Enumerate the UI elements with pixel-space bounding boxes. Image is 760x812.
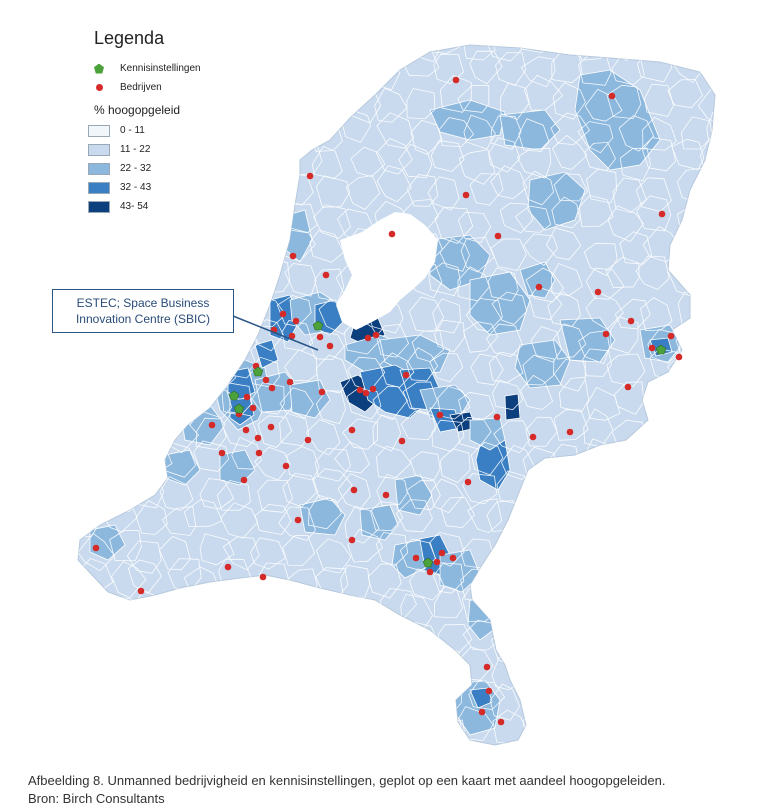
municipality-border [639, 627, 672, 661]
legend-class-label: 32 - 43 [120, 182, 152, 193]
municipality-border [639, 561, 672, 593]
municipality-border [556, 19, 586, 53]
municipality-border [40, 330, 79, 360]
bedrijf-marker [287, 379, 294, 386]
municipality-border [104, 648, 136, 679]
municipality-border [76, 358, 109, 387]
municipality-border [75, 589, 107, 621]
bedrijf-marker [256, 450, 263, 457]
municipality-border [707, 568, 740, 601]
municipality-border [45, 626, 77, 659]
bedrijf-marker [293, 318, 300, 325]
municipality-border [49, 416, 82, 449]
municipality-border [197, 657, 230, 693]
bedrijf-marker [283, 463, 290, 470]
swatch-0 [88, 125, 110, 137]
municipality-border [699, 267, 735, 301]
municipality-border [72, 690, 104, 722]
municipality-border [97, 448, 130, 480]
legend-label: Kennisinstellingen [120, 63, 201, 74]
bedrijf-marker [479, 709, 486, 716]
municipality-border [190, 597, 220, 629]
municipality-border [280, 683, 310, 717]
municipality-border [519, 629, 550, 664]
municipality-border [40, 201, 74, 237]
municipality-border [162, 656, 197, 687]
bedrijf-marker [434, 559, 441, 566]
bedrijf-marker [439, 550, 446, 557]
swatch-1 [88, 144, 110, 156]
municipality-border [408, 686, 437, 714]
municipality-border [698, 708, 732, 741]
municipality-border [42, 52, 75, 83]
caption-line-2: Bron: Birch Consultants [28, 791, 165, 806]
municipality-border [43, 84, 74, 119]
municipality-border [708, 349, 738, 383]
municipality-border [44, 24, 75, 58]
bedrijf-marker [389, 231, 396, 238]
bedrijf-marker [625, 384, 632, 391]
bedrijf-marker [649, 345, 656, 352]
municipality-border [286, 22, 318, 53]
municipality-border [278, 109, 313, 143]
legend-class [88, 178, 268, 197]
municipality-border [678, 537, 709, 568]
municipality-border [708, 46, 743, 81]
bedrijf-marker [413, 555, 420, 562]
municipality-border [35, 143, 71, 175]
municipality-border [554, 590, 587, 621]
municipality-border [519, 21, 550, 53]
municipality-border [110, 708, 141, 743]
legend-class [88, 121, 268, 140]
municipality-border [340, 677, 376, 707]
municipality-border [697, 230, 733, 264]
municipality-border [701, 381, 734, 412]
municipality-border [498, 593, 531, 626]
municipality-border [709, 599, 742, 632]
municipality-border [681, 689, 711, 720]
bedrijf-marker [323, 272, 330, 279]
bedrijf-marker [465, 479, 472, 486]
swatch-2 [88, 163, 110, 175]
bedrijf-marker [225, 564, 232, 571]
municipality-border [131, 675, 166, 708]
bedrijf-marker [536, 284, 543, 291]
municipality-border [47, 687, 78, 716]
municipality-border [606, 623, 640, 654]
municipality-border [283, 652, 317, 686]
bedrijf-marker [349, 427, 356, 434]
municipality-border [140, 348, 171, 380]
municipality-border [256, 617, 290, 654]
municipality-border [74, 655, 106, 682]
municipality-border [548, 508, 581, 542]
municipality-border [314, 715, 344, 747]
municipality-border [707, 290, 738, 321]
municipality-border [159, 627, 191, 658]
figure-caption [28, 772, 665, 808]
municipality-border [287, 60, 324, 92]
municipality-border [584, 711, 618, 744]
municipality-border [76, 719, 111, 753]
municipality-border [134, 233, 164, 260]
municipality-border [520, 588, 553, 616]
municipality-border [282, 718, 311, 750]
municipality-border [43, 527, 77, 558]
bedrijf-marker [659, 211, 666, 218]
municipality-border [527, 510, 563, 541]
municipality-border [163, 684, 196, 714]
bedrijf-marker [269, 385, 276, 392]
municipality-border [107, 419, 142, 452]
municipality-border [68, 477, 102, 507]
municipality-border [109, 597, 138, 630]
municipality-border [369, 18, 403, 56]
bedrijf-marker [676, 354, 683, 361]
municipality-border [105, 624, 137, 655]
bedrijf-marker [250, 405, 257, 412]
municipality-border [75, 624, 106, 654]
bedrijf-marker [498, 719, 505, 726]
municipality-border [677, 561, 707, 595]
municipality-border [637, 532, 675, 569]
municipality-border [647, 414, 678, 442]
municipality-border [558, 567, 592, 598]
municipality-border [529, 685, 562, 716]
municipality-border [705, 27, 738, 61]
municipality-border [336, 647, 370, 678]
bedrijf-marker [209, 422, 216, 429]
estec-callout [52, 289, 234, 333]
legend-classes-title: % hoogopgeleid [94, 103, 181, 117]
municipality-border [163, 235, 197, 265]
municipality-border [637, 592, 674, 629]
municipality-border [95, 678, 129, 713]
municipality-border [577, 682, 615, 714]
municipality-border [127, 713, 159, 750]
municipality-border [223, 716, 254, 748]
bedrijf-marker [463, 192, 470, 199]
municipality-border [194, 709, 233, 740]
municipality-border [677, 499, 710, 531]
municipality-border [617, 502, 651, 535]
bedrijf-marker [327, 343, 334, 350]
municipality-border [669, 596, 698, 630]
municipality-border [501, 535, 533, 566]
municipality-border [710, 621, 746, 651]
bedrijf-marker [363, 390, 370, 397]
municipality-border [400, 656, 431, 687]
municipality-border [671, 654, 707, 686]
swatch-3 [88, 182, 110, 194]
municipality-border [518, 567, 552, 599]
bedrijf-marker [349, 537, 356, 544]
legend-class [88, 197, 268, 216]
dot-icon [96, 84, 103, 91]
municipality-border [709, 333, 742, 365]
bedrijf-marker [383, 492, 390, 499]
bedrijf-marker [450, 555, 457, 562]
municipality-border [46, 440, 76, 470]
municipality-border [579, 473, 609, 504]
municipality-border [368, 706, 402, 739]
municipality-border [699, 657, 730, 691]
municipality-border [46, 171, 82, 204]
municipality-border [37, 122, 73, 150]
municipality-border [282, 595, 313, 628]
legend-class-label: 43- 54 [120, 201, 149, 212]
municipality-border [48, 660, 82, 689]
bedrijf-marker [307, 173, 314, 180]
municipality-border [309, 53, 346, 82]
caption-line-1: Afbeelding 8. Unmanned bedrijvigheid en kennisinstellingen, geplot op een kaart met aandeel hoogopgeleiden. [28, 773, 666, 788]
bedrijf-marker [399, 438, 406, 445]
pentagon-icon [94, 64, 104, 74]
bedrijf-marker [370, 386, 377, 393]
municipality-border [556, 622, 591, 650]
municipality-border [642, 688, 672, 718]
bedrijf-marker [453, 77, 460, 84]
municipality-border [640, 503, 674, 530]
municipality-border [283, 81, 318, 109]
municipality-border [369, 617, 405, 651]
municipality-border [591, 661, 622, 692]
municipality-border [554, 716, 585, 746]
legend-item-bedrijven [88, 78, 268, 97]
municipality-border [583, 508, 619, 539]
bedrijf-marker [241, 477, 248, 484]
bedrijf-marker [495, 233, 502, 240]
bedrijf-marker [595, 289, 602, 296]
municipality-border [561, 657, 594, 688]
municipality-border [130, 655, 160, 686]
municipality-border [34, 355, 69, 390]
municipality-border [495, 566, 534, 600]
swatch-4 [88, 201, 110, 213]
municipality-border [614, 570, 646, 600]
municipality-border [319, 659, 351, 690]
municipality-border [640, 20, 672, 50]
municipality-border [618, 539, 650, 569]
municipality-border [677, 20, 710, 57]
municipality-border [609, 476, 641, 504]
municipality-border [520, 532, 553, 563]
municipality-border [312, 628, 344, 662]
municipality-border [74, 442, 103, 470]
municipality-border [648, 444, 685, 474]
legend-label: Bedrijven [120, 82, 162, 93]
municipality-border [168, 595, 203, 627]
municipality-border [253, 653, 287, 686]
municipality-border [40, 476, 76, 509]
municipality-border [675, 238, 708, 274]
bedrijf-marker [403, 372, 410, 379]
municipality-border [710, 182, 741, 213]
municipality-border [364, 655, 399, 687]
callout-line-2: Innovation Centre (SBIC) [75, 312, 211, 326]
bedrijf-marker [567, 429, 574, 436]
municipality-border [78, 375, 112, 413]
municipality-border [647, 387, 683, 421]
municipality-border [199, 627, 227, 659]
municipality-border [246, 683, 283, 711]
municipality-border [41, 258, 69, 292]
municipality-border [706, 209, 742, 238]
municipality-border [170, 716, 199, 749]
legend [88, 28, 268, 216]
callout-line-1: ESTEC; Space Business [76, 296, 210, 310]
municipality-border [192, 238, 223, 266]
bedrijf-marker [255, 435, 262, 442]
municipality-border [44, 707, 77, 737]
municipality-border [133, 380, 168, 414]
municipality-border [254, 589, 288, 624]
municipality-border [679, 415, 708, 446]
municipality-border [583, 560, 616, 591]
municipality-border [645, 469, 676, 505]
bedrijf-marker [319, 389, 326, 396]
bedrijf-marker [93, 545, 100, 552]
bedrijf-marker [305, 437, 312, 444]
municipality-border [701, 481, 732, 513]
municipality-border [615, 595, 650, 629]
municipality-border [189, 682, 226, 718]
bedrijf-marker [609, 93, 616, 100]
bedrijf-marker [280, 311, 287, 318]
municipality-border [609, 678, 641, 711]
municipality-border [343, 18, 375, 53]
municipality-border [309, 591, 340, 622]
bedrijf-marker [263, 377, 270, 384]
bedrijf-marker [628, 318, 635, 325]
municipality-border [129, 330, 158, 363]
municipality-border [229, 592, 261, 627]
legend-title: Legenda [94, 28, 165, 48]
bedrijf-marker [427, 569, 434, 576]
municipality-border [619, 656, 654, 692]
municipality-border [551, 467, 579, 500]
municipality-border [555, 676, 589, 708]
municipality-border [397, 709, 433, 740]
municipality-border [112, 224, 144, 257]
municipality-border [223, 629, 257, 660]
bedrijf-marker [668, 333, 675, 340]
bedrijf-marker [295, 517, 302, 524]
municipality-border [47, 567, 85, 602]
municipality-border [647, 718, 676, 754]
municipality-border [130, 414, 164, 447]
municipality-border [617, 449, 651, 478]
bedrijf-marker [260, 574, 267, 581]
municipality-border [44, 231, 80, 265]
legend-class [88, 159, 268, 178]
municipality-border [43, 502, 77, 532]
municipality-region [505, 394, 520, 420]
bedrijf-marker [365, 335, 372, 342]
bedrijf-marker [530, 434, 537, 441]
municipality-border [110, 345, 146, 378]
municipality-border [39, 588, 74, 623]
bedrijf-marker [357, 387, 364, 394]
legend-class [88, 140, 268, 159]
municipality-border [523, 709, 553, 746]
municipality-border [255, 709, 292, 743]
municipality-border [76, 234, 109, 266]
municipality-border [349, 625, 381, 658]
municipality-border [587, 628, 618, 666]
legend-item-kennisinstellingen [88, 59, 268, 78]
municipality-border [40, 388, 75, 424]
municipality-border [253, 237, 285, 274]
municipality-border [609, 25, 638, 61]
legend-class-label: 0 - 11 [120, 125, 145, 136]
bedrijf-marker [437, 412, 444, 419]
bedrijf-marker [138, 588, 145, 595]
municipality-border [231, 240, 262, 273]
bedrijf-marker [219, 450, 226, 457]
bedrijf-marker [244, 394, 251, 401]
municipality-border [701, 421, 735, 450]
municipality-border [101, 381, 131, 410]
municipality-border [700, 540, 732, 570]
bedrijf-marker [603, 331, 610, 338]
municipality-border [618, 713, 653, 748]
municipality-border [544, 536, 581, 569]
municipality-border [81, 418, 112, 451]
municipality-border [215, 661, 253, 694]
bedrijf-marker [486, 688, 493, 695]
municipality-border [157, 350, 188, 385]
municipality-border [139, 621, 171, 652]
bedrijf-marker [494, 414, 501, 421]
municipality-border [304, 89, 341, 117]
municipality-border [337, 708, 372, 742]
legend-class-label: 22 - 32 [120, 163, 152, 174]
municipality-border [341, 596, 372, 630]
municipality-border [698, 504, 732, 534]
municipality-border [674, 379, 708, 413]
municipality-border [375, 691, 406, 721]
bedrijf-marker [243, 427, 250, 434]
municipality-border [312, 16, 345, 52]
municipality-border [680, 440, 714, 476]
bedrijf-marker [484, 664, 491, 671]
municipality-border [574, 537, 611, 571]
municipality-border [672, 466, 701, 503]
municipality-border [346, 54, 381, 86]
municipality-border [306, 677, 342, 708]
municipality-border [701, 437, 738, 472]
bedrijf-marker [317, 334, 324, 341]
municipality-border [400, 622, 438, 657]
bedrijf-marker [373, 332, 380, 339]
municipality-border [528, 481, 561, 515]
municipality-border [286, 626, 323, 659]
municipality-border [667, 716, 700, 750]
municipality-border [227, 681, 262, 715]
bedrijf-marker [290, 253, 297, 260]
municipality-border [667, 628, 699, 660]
bedrijf-marker [268, 424, 275, 431]
legend-class-label: 11 - 22 [120, 144, 151, 155]
municipality-border [578, 592, 611, 621]
municipality-border [701, 686, 732, 714]
municipality-border [522, 647, 555, 680]
municipality-border [643, 659, 675, 688]
bedrijf-marker [351, 487, 358, 494]
